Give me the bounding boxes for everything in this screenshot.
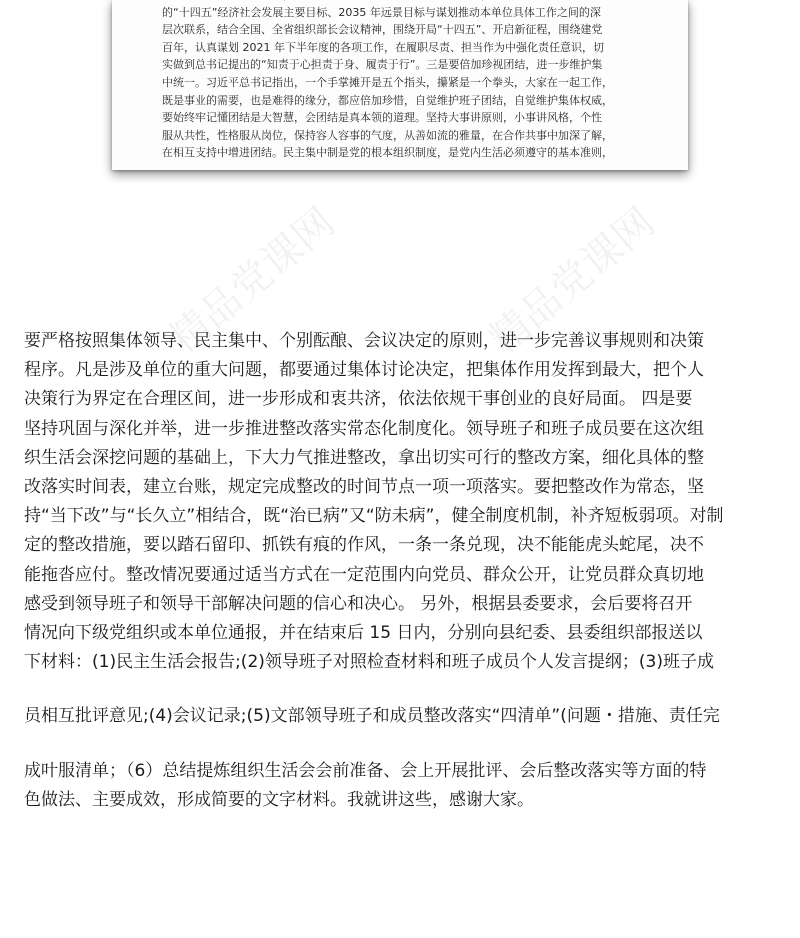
body-line: 感受到领导班子和领导干部解决问题的信心和决心。 另外，根据县委要求，会后要将召开: [24, 593, 693, 614]
preview-line: 既是事业的需要，也是难得的缘分，都应倍加珍惜，自觉维护班子团结，自觉维护集体权威，: [162, 93, 613, 107]
body-line: 成叶服清单；（6）总结提炼组织生活会会前准备、会上开展批评、会后整改落实等方面的特: [24, 760, 707, 781]
preview-line: 层次联系，结合全国、全省组织部长会议精神，围绕开局“十四五”、开启新征程，围绕建党: [162, 23, 603, 37]
preview-line: 要始终牢记懂团结是大智慧，会团结是真本领的道理。坚持大事讲原则，小事讲风格，个性: [162, 111, 602, 125]
body-line: 色做法、主要成效，形成简要的文字材料。我就讲这些，感谢大家。: [24, 789, 534, 810]
body-line: 要严格按照集体领导、民主集中、个别酝酿、会议决定的原则，进一步完善议事规则和决策: [24, 331, 704, 351]
body-text: [24, 327, 778, 815]
body-line: 织生活会深挖问题的基础上，下大力气推进整改，拿出切实可行的整改方案，细化具体的整: [24, 447, 704, 468]
body-line: 定的整改措施，要以踏石留印、抓铁有痕的作风，一条一条兑现，决不能能虎头蛇尾，决不: [24, 535, 704, 556]
body-line: 能拖沓应付。整改情况要通过适当方式在一定范围内向党员、群众公开，让党员群众真切地: [24, 564, 704, 585]
watermark: 精品党课网: [480, 199, 664, 364]
body-line: 程序。凡是涉及单位的重大问题，都要通过集体讨论决定，把集体作用发挥到最大，把个人: [24, 360, 704, 381]
document-preview-text: [162, 0, 648, 162]
body-line: 下材料：(1)民主生活会报告;(2)领导班子对照检查材料和班子成员个人发言提纲；(3)班子成: [24, 652, 714, 673]
body-line: 决策行为界定在合理区间，进一步形成和衷共济，依法依规干事创业的良好局面。 四是要: [24, 389, 693, 410]
preview-line: 的“十四五”经济社会发展主要目标、2035 年远景目标与谋划推动本单位具体工作之间的深: [162, 5, 601, 19]
body-line: 情况向下级党组织或本单位通报，并在结束后 15 日内，分别向县纪委、县委组织部报送以: [24, 623, 703, 644]
document-preview-page: [112, 0, 688, 170]
watermark: 精品党课网: [160, 199, 344, 364]
paragraph-gap: [24, 732, 778, 757]
body-line: 持“当下改”与“长久立”相结合，既“治已病”又“防未病”，健全制度机制，补齐短板弱项。对制: [24, 506, 724, 527]
preview-line: 在相互支持中增进团结。民主集中制是党的根本组织制度，是党内生活必须遵守的基本准则，: [162, 146, 613, 160]
preview-line: 中统一。习近平总书记指出，一个手掌摊开是五个指头，攥紧是一个拳头，大家在一起工作，: [162, 75, 613, 89]
paragraph-gap: [24, 677, 778, 702]
body-line: 员相互批评意见;(4)会议记录;(5)文部领导班子和成员整改落实“四清单”(问题・措施、责任完: [24, 706, 720, 727]
preview-line: 百年，认真谋划 2021 年下半年度的各项工作，在履职尽责、担当作为中强化责任意识，切: [162, 40, 604, 54]
body-line: 改落实时间表，建立台账，规定完成整改的时间节点一项一项落实。要把整改作为常态，坚: [24, 477, 704, 498]
preview-line: 实做到总书记提出的“知责于心担责于身、履责于行”。三是要倍加珍视团结，进一步维护集: [162, 58, 603, 72]
preview-line: 服从共性，性格服从岗位，保持容人容事的气度，从善如流的雅量，在合作共事中加深了解，: [162, 128, 613, 142]
body-line: 坚持巩固与深化并举，进一步推进整改落实常态化制度化。领导班子和班子成员要在这次组: [24, 418, 704, 439]
